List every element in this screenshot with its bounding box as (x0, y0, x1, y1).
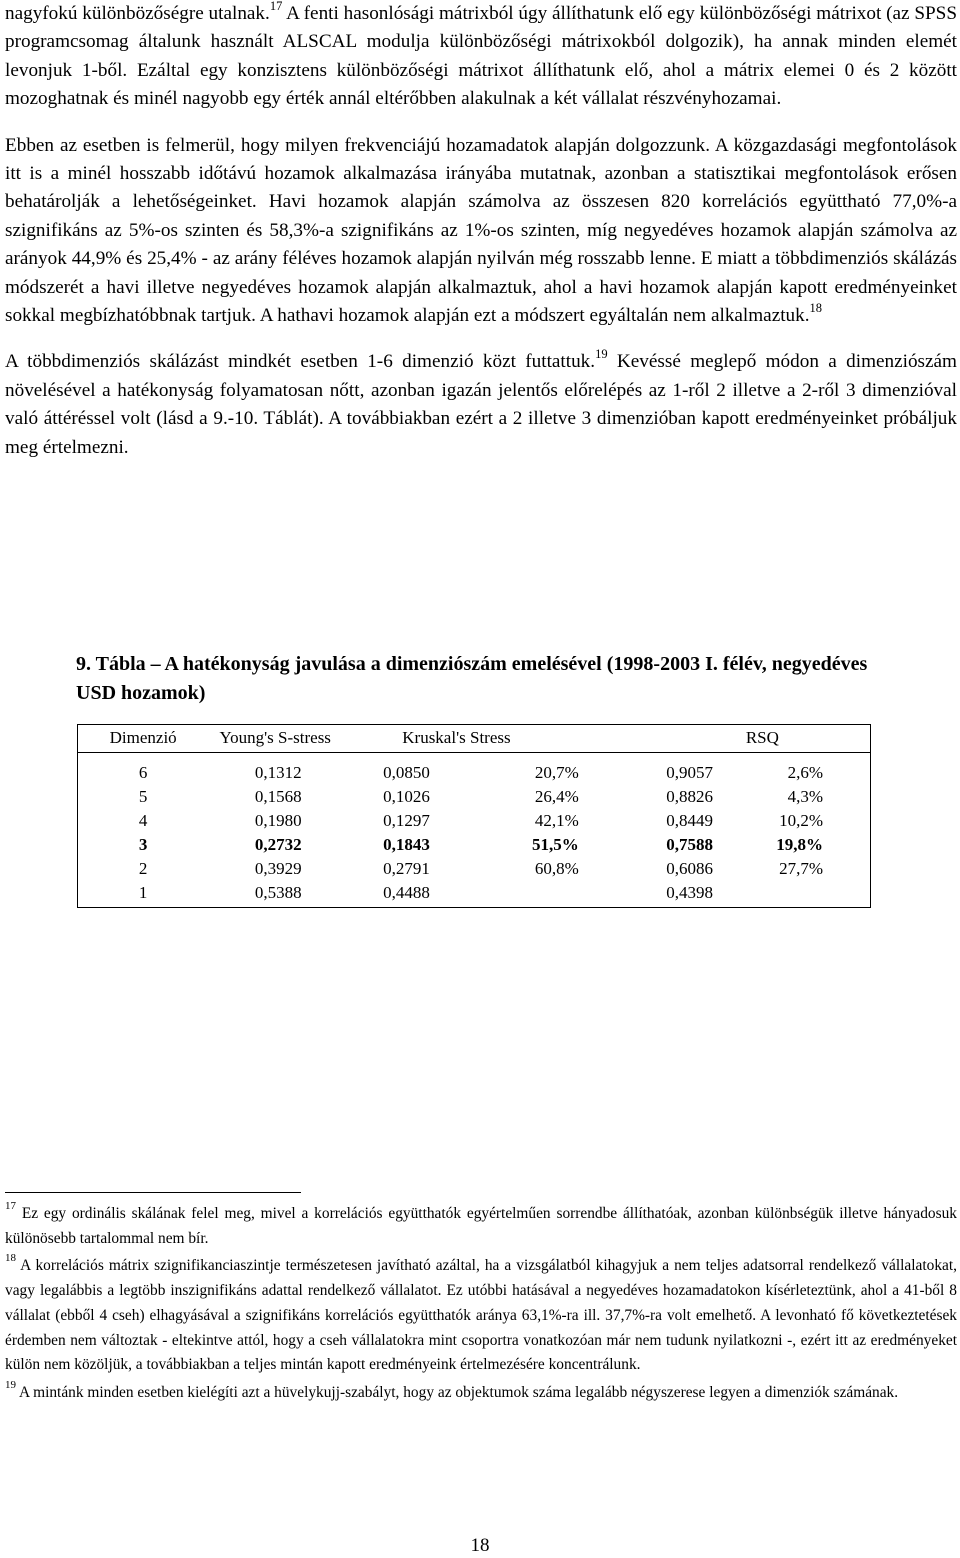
footnote-text: A mintánk minden esetben kielégíti azt a hüvelykujj-szabályt, hogy az objektumok száma legalább négyszerese legyen a dimenziók számának. (16, 1383, 899, 1401)
cell-dimension: 5 (138, 787, 148, 806)
cell-rsq: 0,7588 (666, 835, 713, 854)
footnote-text: Ez egy ordinális skálának felel meg, mivel a korrelációs együtthatók egyértelműen sorrendbe állíthatóak, azonban különbségük illetve hányadosuk különösebb tartalommal nem bír. (5, 1205, 957, 1247)
cell-dimension: 3 (138, 835, 148, 854)
cell-kruskal-stress: 0,1843 (383, 835, 430, 854)
footnote-number: 19 (5, 1378, 16, 1391)
cell-dimension: 1 (138, 883, 148, 902)
page-number: 18 (470, 1535, 490, 1556)
cell-kruskal-stress: 0,1026 (383, 787, 430, 806)
paragraph-1 (5, 0, 957, 114)
footnote-number: 17 (5, 1199, 16, 1212)
cell-rsq: 0,4398 (666, 883, 713, 902)
paragraph-1-rest: A fenti hasonlósági mátrixból úgy állíthatunk elő egy különbözőségi mátrixot (az SPSS programcsomag általunk használt ALSCAL modulja különbözőségi mátrixokból dolgozik), ha annak minden elemét levonjuk 1-ből. Ezáltal egy konzisztens különbözőségi mátrixot állíthatunk elő, ahol a mátrix elemei 0 és 2 között mozoghatnak és minél nagyobb egy érték annál eltérőbben alakulnak a két vállalat részvényhozamai. (5, 3, 958, 110)
cell-dimension: 6 (138, 763, 148, 782)
footnote-text: A korrelációs mátrix szignifikanciaszintje természetesen javítható azáltal, ha a vizsgálatból kihagyjuk a nem teljes adatsorral rendelkező vállalatokat, vagy legalábbis a legtöbb inszignifikáns adattal rendelkező vállalatot. Ez utóbbi hatásával a negyedéves hozamadatokon kísérleteztünk, ahol a 41-ből 8 vállalat (ebből 4 cseh) elhagyásával a szignifikáns korrelációs együtthatók aránya 63,1%-ra ill. 37,7%-ra volt emelhető. A levonható fő következtetések érdemben nem változtak - eltekintve attól, hogy a cseh vállalatokra mint csoportra vonatkozóan már nem tudunk nyilatkozni -, ezért itt az eredményeket külön nem közöljük, a továbbiakban a teljes mintán kapott eredményeink értelmezésére koncentrálunk. (5, 1257, 957, 1374)
paragraph-3-rest: Kevéssé meglepő módon a dimenziószám növelésével a hatékonyság folyamatosan nőtt, azonban igazán jelentős előrelépés az 1-ről 2 illetve a 2-ről 3 dimenzióval való áttéréssel volt (lásd a 9.-10. Táblát). A továbbiakban ezért a 2 illetve 3 dimenzióban kapott eredményeinket próbáljuk meg értelmezni. (5, 351, 957, 458)
paragraph-2-text: Ebben az esetben is felmerül, hogy milyen frekvenciájú hozamadatok alapján dolgozzunk. A közgazdasági megfontolások itt is a minél hosszabb időtávú hozamok alkalmazása irányába mutatnak, azonban a statisztikai megfontolások erősen behatárolják a lehetőségeinket. Havi hozamok alapján számolva az összesen 820 korrelációs együttható 77,0%-a szignifikáns az 5%-os szinten és 58,3%-a szignifikáns az 1%-os szinten, míg negyedéves hozamok alapján számolva az arányok 44,9% és 25,4% - az arány féléves hozamok alapján nyilván még rosszabb lenne. E miatt a többdimenziós skálázás módszerét a havi illetve negyedéves hozamok alapján alkalmaztuk, ahol a havi hozamok alapján kapott eredményeinket sokkal megbízhatóbbnak tartjuk. A hathavi hozamok alapján ezt a módszert egyáltalán nem alkalmaztuk. (5, 134, 957, 327)
table-row-highlighted (78, 833, 871, 857)
header-young-s-stress: Young's S-stress (219, 728, 331, 747)
cell-kruskal-change (465, 881, 625, 908)
table-row (78, 881, 871, 908)
table-row (78, 785, 871, 809)
footnote-ref-18[interactable]: 18 (809, 300, 823, 315)
cell-rsq-change: 27,7% (779, 859, 823, 878)
cell-young-s-stress: 0,1980 (254, 811, 302, 830)
table-row (78, 857, 871, 881)
table-body (78, 753, 871, 908)
table-row (78, 809, 871, 833)
cell-kruskal-stress: 0,1297 (383, 811, 430, 830)
cell-kruskal-stress: 0,4488 (383, 883, 430, 902)
cell-rsq-change: 4,3% (787, 787, 823, 806)
cell-kruskal-stress: 0,2791 (383, 859, 430, 878)
cell-kruskal-change: 42,1% (534, 811, 579, 830)
cell-rsq-change (755, 881, 871, 908)
cell-rsq-change: 10,2% (779, 811, 823, 830)
paragraph-1-start: nagyfokú különbözőségre utalnak. (5, 3, 270, 24)
cell-young-s-stress: 0,2732 (254, 835, 302, 854)
cell-young-s-stress: 0,1568 (254, 787, 302, 806)
cell-dimension: 2 (138, 859, 148, 878)
footnote-ref-19[interactable]: 19 (595, 347, 608, 362)
footnote-19 (5, 1378, 957, 1406)
cell-kruskal-stress: 0,0850 (383, 763, 430, 782)
footnote-18 (5, 1254, 957, 1378)
cell-dimension: 4 (138, 811, 148, 830)
page-body (5, 0, 957, 462)
footnote-ref-17[interactable]: 17 (269, 0, 283, 13)
footnote-17 (5, 1199, 957, 1251)
cell-kruskal-change: 20,7% (534, 763, 579, 782)
cell-rsq: 0,8449 (666, 811, 713, 830)
cell-young-s-stress: 0,1312 (254, 763, 302, 782)
cell-kruskal-change: 51,5% (532, 835, 579, 854)
cell-rsq: 0,9057 (666, 763, 713, 782)
table-title: 9. Tábla – A hatékonyság javulása a dimenziószám emelésével (1998-2003 I. félév, negyedéves USD hozamok) (76, 653, 868, 704)
footnote-number: 18 (5, 1252, 16, 1265)
footnotes (5, 1199, 957, 1409)
cell-young-s-stress: 0,5388 (254, 883, 302, 902)
cell-kruskal-change: 26,4% (534, 787, 579, 806)
header-kruskal-stress: Kruskal's Stress (402, 728, 511, 747)
table-row (78, 753, 871, 786)
cell-young-s-stress: 0,3929 (254, 859, 302, 878)
table-header-row (78, 725, 871, 753)
paragraph-3-start: A többdimenziós skálázást mindkét esetben 1-6 dimenzió közt futtattuk. (5, 351, 596, 373)
cell-rsq: 0,8826 (666, 787, 713, 806)
paragraph-2 (5, 132, 957, 331)
cell-rsq: 0,6086 (666, 859, 713, 878)
efficiency-table (77, 724, 871, 908)
cell-rsq-change: 19,8% (776, 835, 823, 854)
cell-kruskal-change: 60,8% (534, 859, 579, 878)
footnote-divider (5, 1192, 301, 1193)
header-rsq: RSQ (745, 728, 779, 747)
header-dimension: Dimenzió (109, 728, 177, 747)
paragraph-3 (5, 348, 957, 462)
cell-rsq-change: 2,6% (787, 763, 823, 782)
